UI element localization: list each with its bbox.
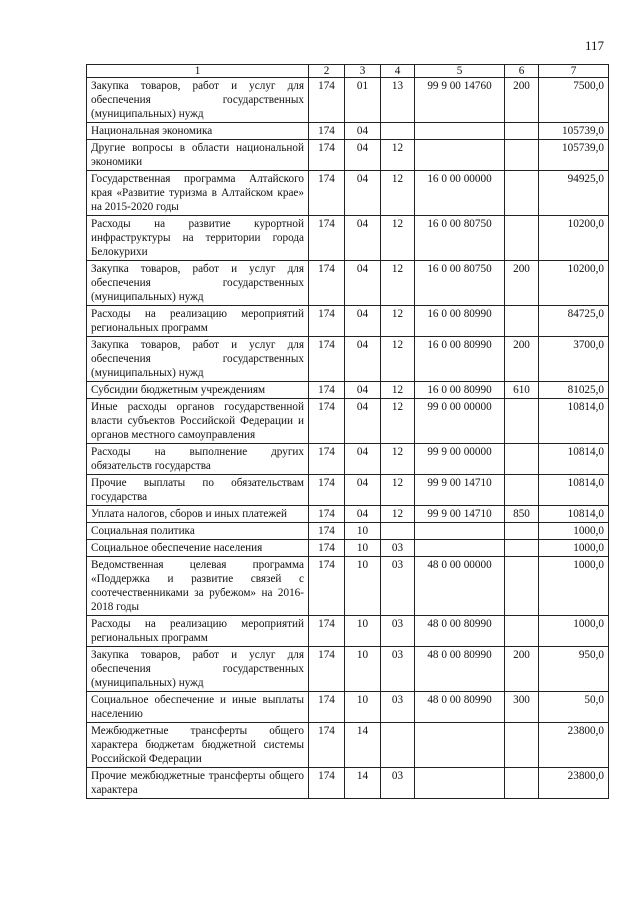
row-section-cell: 04 <box>345 140 381 171</box>
row-admin-code-cell: 174 <box>309 306 345 337</box>
row-amount-cell: 1000,0 <box>539 523 609 540</box>
row-expense-type-cell: 300 <box>505 692 539 723</box>
row-expense-type-cell <box>505 723 539 768</box>
row-subsection-cell: 12 <box>381 306 415 337</box>
row-target-article-cell: 16 0 00 80990 <box>415 306 505 337</box>
row-amount-cell: 950,0 <box>539 647 609 692</box>
table-row <box>87 306 609 337</box>
column-header: 3 <box>345 65 381 78</box>
row-expense-type-cell: 200 <box>505 647 539 692</box>
row-expense-type-cell <box>505 171 539 216</box>
row-amount-cell: 94925,0 <box>539 171 609 216</box>
row-expense-type-cell <box>505 768 539 799</box>
row-section-cell: 10 <box>345 647 381 692</box>
table-row <box>87 506 609 523</box>
table-row <box>87 444 609 475</box>
row-admin-code-cell: 174 <box>309 616 345 647</box>
row-target-article-cell <box>415 723 505 768</box>
row-target-article-cell: 99 9 00 14760 <box>415 78 505 123</box>
row-name-cell: Закупка товаров, работ и услуг для обеспечения государственных (муниципальных) нужд <box>87 78 309 123</box>
row-expense-type-cell: 200 <box>505 261 539 306</box>
row-amount-cell: 10814,0 <box>539 399 609 444</box>
column-header: 4 <box>381 65 415 78</box>
row-target-article-cell: 48 0 00 80990 <box>415 616 505 647</box>
row-subsection-cell: 12 <box>381 444 415 475</box>
row-subsection-cell: 12 <box>381 261 415 306</box>
row-expense-type-cell <box>505 306 539 337</box>
row-name-cell: Прочие выплаты по обязательствам государства <box>87 475 309 506</box>
row-name-cell: Расходы на реализацию мероприятий региональных программ <box>87 306 309 337</box>
table-row <box>87 140 609 171</box>
row-amount-cell: 10814,0 <box>539 475 609 506</box>
row-amount-cell: 1000,0 <box>539 540 609 557</box>
row-expense-type-cell: 850 <box>505 506 539 523</box>
row-admin-code-cell: 174 <box>309 768 345 799</box>
row-subsection-cell <box>381 523 415 540</box>
row-section-cell: 01 <box>345 78 381 123</box>
row-name-cell: Расходы на развитие курортной инфраструктуры на территории города Белокурихи <box>87 216 309 261</box>
budget-table <box>86 64 609 799</box>
row-admin-code-cell: 174 <box>309 557 345 616</box>
row-target-article-cell: 99 0 00 00000 <box>415 399 505 444</box>
row-admin-code-cell: 174 <box>309 647 345 692</box>
row-target-article-cell <box>415 123 505 140</box>
row-name-cell: Прочие межбюджетные трансферты общего характера <box>87 768 309 799</box>
row-admin-code-cell: 174 <box>309 692 345 723</box>
row-amount-cell: 23800,0 <box>539 768 609 799</box>
row-admin-code-cell: 174 <box>309 140 345 171</box>
row-subsection-cell: 12 <box>381 216 415 261</box>
row-section-cell: 04 <box>345 337 381 382</box>
table-row <box>87 692 609 723</box>
row-subsection-cell: 13 <box>381 78 415 123</box>
row-amount-cell: 10814,0 <box>539 506 609 523</box>
row-amount-cell: 10200,0 <box>539 261 609 306</box>
row-admin-code-cell: 174 <box>309 78 345 123</box>
row-target-article-cell: 16 0 00 80990 <box>415 337 505 382</box>
table-row <box>87 647 609 692</box>
row-section-cell: 04 <box>345 506 381 523</box>
row-amount-cell: 10200,0 <box>539 216 609 261</box>
row-section-cell: 04 <box>345 399 381 444</box>
row-amount-cell: 10814,0 <box>539 444 609 475</box>
row-expense-type-cell: 200 <box>505 78 539 123</box>
row-expense-type-cell: 200 <box>505 337 539 382</box>
row-subsection-cell: 12 <box>381 382 415 399</box>
row-name-cell: Государственная программа Алтайского края «Развитие туризма в Алтайском крае» на 2015-2020 годы <box>87 171 309 216</box>
column-header: 6 <box>505 65 539 78</box>
row-admin-code-cell: 174 <box>309 337 345 382</box>
row-target-article-cell: 16 0 00 80750 <box>415 216 505 261</box>
row-section-cell: 04 <box>345 171 381 216</box>
row-section-cell: 14 <box>345 768 381 799</box>
row-subsection-cell: 12 <box>381 506 415 523</box>
row-section-cell: 04 <box>345 382 381 399</box>
row-target-article-cell: 99 9 00 14710 <box>415 506 505 523</box>
table-row <box>87 475 609 506</box>
row-subsection-cell: 03 <box>381 540 415 557</box>
column-header: 2 <box>309 65 345 78</box>
row-section-cell: 04 <box>345 123 381 140</box>
table-row <box>87 382 609 399</box>
row-expense-type-cell <box>505 557 539 616</box>
row-expense-type-cell <box>505 140 539 171</box>
row-target-article-cell: 99 9 00 14710 <box>415 475 505 506</box>
table-row <box>87 540 609 557</box>
row-admin-code-cell: 174 <box>309 506 345 523</box>
row-admin-code-cell: 174 <box>309 382 345 399</box>
table-row <box>87 123 609 140</box>
row-name-cell: Расходы на выполнение других обязательств государства <box>87 444 309 475</box>
row-name-cell: Социальное обеспечение и иные выплаты населению <box>87 692 309 723</box>
table-row <box>87 523 609 540</box>
row-expense-type-cell <box>505 216 539 261</box>
row-amount-cell: 84725,0 <box>539 306 609 337</box>
row-section-cell: 10 <box>345 616 381 647</box>
row-amount-cell: 7500,0 <box>539 78 609 123</box>
row-name-cell: Социальное обеспечение населения <box>87 540 309 557</box>
row-expense-type-cell <box>505 444 539 475</box>
row-expense-type-cell <box>505 616 539 647</box>
row-admin-code-cell: 174 <box>309 523 345 540</box>
table-row <box>87 557 609 616</box>
row-section-cell: 04 <box>345 306 381 337</box>
row-admin-code-cell: 174 <box>309 723 345 768</box>
column-header: 7 <box>539 65 609 78</box>
row-expense-type-cell <box>505 523 539 540</box>
row-name-cell: Иные расходы органов государственной власти субъектов Российской Федерации и органов местного самоуправления <box>87 399 309 444</box>
row-section-cell: 10 <box>345 523 381 540</box>
column-header-row <box>87 65 609 78</box>
row-subsection-cell: 03 <box>381 557 415 616</box>
row-target-article-cell: 99 9 00 00000 <box>415 444 505 475</box>
row-amount-cell: 81025,0 <box>539 382 609 399</box>
row-subsection-cell: 03 <box>381 616 415 647</box>
row-target-article-cell <box>415 140 505 171</box>
row-amount-cell: 1000,0 <box>539 616 609 647</box>
row-target-article-cell: 16 0 00 80990 <box>415 382 505 399</box>
row-admin-code-cell: 174 <box>309 475 345 506</box>
row-expense-type-cell: 610 <box>505 382 539 399</box>
table-row <box>87 261 609 306</box>
row-section-cell: 10 <box>345 692 381 723</box>
row-name-cell: Закупка товаров, работ и услуг для обеспечения государственных (муниципальных) нужд <box>87 337 309 382</box>
row-target-article-cell: 16 0 00 80750 <box>415 261 505 306</box>
row-admin-code-cell: 174 <box>309 399 345 444</box>
row-admin-code-cell: 174 <box>309 123 345 140</box>
table-row <box>87 216 609 261</box>
row-section-cell: 04 <box>345 261 381 306</box>
row-expense-type-cell <box>505 475 539 506</box>
row-amount-cell: 23800,0 <box>539 723 609 768</box>
row-target-article-cell: 16 0 00 00000 <box>415 171 505 216</box>
page-number: 117 <box>584 38 604 53</box>
table-row <box>87 616 609 647</box>
row-target-article-cell <box>415 768 505 799</box>
row-name-cell: Закупка товаров, работ и услуг для обеспечения государственных (муниципальных) нужд <box>87 647 309 692</box>
row-section-cell: 04 <box>345 444 381 475</box>
row-expense-type-cell <box>505 540 539 557</box>
table-row <box>87 768 609 799</box>
row-admin-code-cell: 174 <box>309 261 345 306</box>
table-row <box>87 171 609 216</box>
row-amount-cell: 50,0 <box>539 692 609 723</box>
row-expense-type-cell <box>505 123 539 140</box>
row-amount-cell: 3700,0 <box>539 337 609 382</box>
row-name-cell: Расходы на реализацию мероприятий региональных программ <box>87 616 309 647</box>
row-amount-cell: 105739,0 <box>539 123 609 140</box>
row-amount-cell: 1000,0 <box>539 557 609 616</box>
row-name-cell: Ведомственная целевая программа «Поддержка и развитие связей с соотечественниками за рубежом» на 2016-2018 годы <box>87 557 309 616</box>
row-target-article-cell: 48 0 00 80990 <box>415 647 505 692</box>
row-target-article-cell: 48 0 00 80990 <box>415 692 505 723</box>
row-subsection-cell: 03 <box>381 647 415 692</box>
column-header: 5 <box>415 65 505 78</box>
row-name-cell: Другие вопросы в области национальной экономики <box>87 140 309 171</box>
row-target-article-cell: 48 0 00 00000 <box>415 557 505 616</box>
row-admin-code-cell: 174 <box>309 444 345 475</box>
row-subsection-cell: 12 <box>381 337 415 382</box>
row-subsection-cell: 12 <box>381 171 415 216</box>
row-name-cell: Уплата налогов, сборов и иных платежей <box>87 506 309 523</box>
row-subsection-cell: 03 <box>381 692 415 723</box>
table-row <box>87 723 609 768</box>
column-header: 1 <box>87 65 309 78</box>
row-section-cell: 10 <box>345 557 381 616</box>
row-name-cell: Межбюджетные трансферты общего характера бюджетам бюджетной системы Российской Федерации <box>87 723 309 768</box>
table-row <box>87 399 609 444</box>
row-target-article-cell <box>415 523 505 540</box>
row-name-cell: Закупка товаров, работ и услуг для обеспечения государственных (муниципальных) нужд <box>87 261 309 306</box>
row-subsection-cell <box>381 123 415 140</box>
table-row <box>87 337 609 382</box>
row-subsection-cell: 12 <box>381 140 415 171</box>
row-name-cell: Национальная экономика <box>87 123 309 140</box>
row-subsection-cell <box>381 723 415 768</box>
row-admin-code-cell: 174 <box>309 540 345 557</box>
row-section-cell: 04 <box>345 216 381 261</box>
row-target-article-cell <box>415 540 505 557</box>
row-amount-cell: 105739,0 <box>539 140 609 171</box>
row-admin-code-cell: 174 <box>309 171 345 216</box>
row-name-cell: Субсидии бюджетным учреждениям <box>87 382 309 399</box>
row-expense-type-cell <box>505 399 539 444</box>
row-section-cell: 10 <box>345 540 381 557</box>
row-name-cell: Социальная политика <box>87 523 309 540</box>
row-section-cell: 14 <box>345 723 381 768</box>
row-section-cell: 04 <box>345 475 381 506</box>
table-row <box>87 78 609 123</box>
row-subsection-cell: 12 <box>381 399 415 444</box>
row-admin-code-cell: 174 <box>309 216 345 261</box>
row-subsection-cell: 03 <box>381 768 415 799</box>
row-subsection-cell: 12 <box>381 475 415 506</box>
